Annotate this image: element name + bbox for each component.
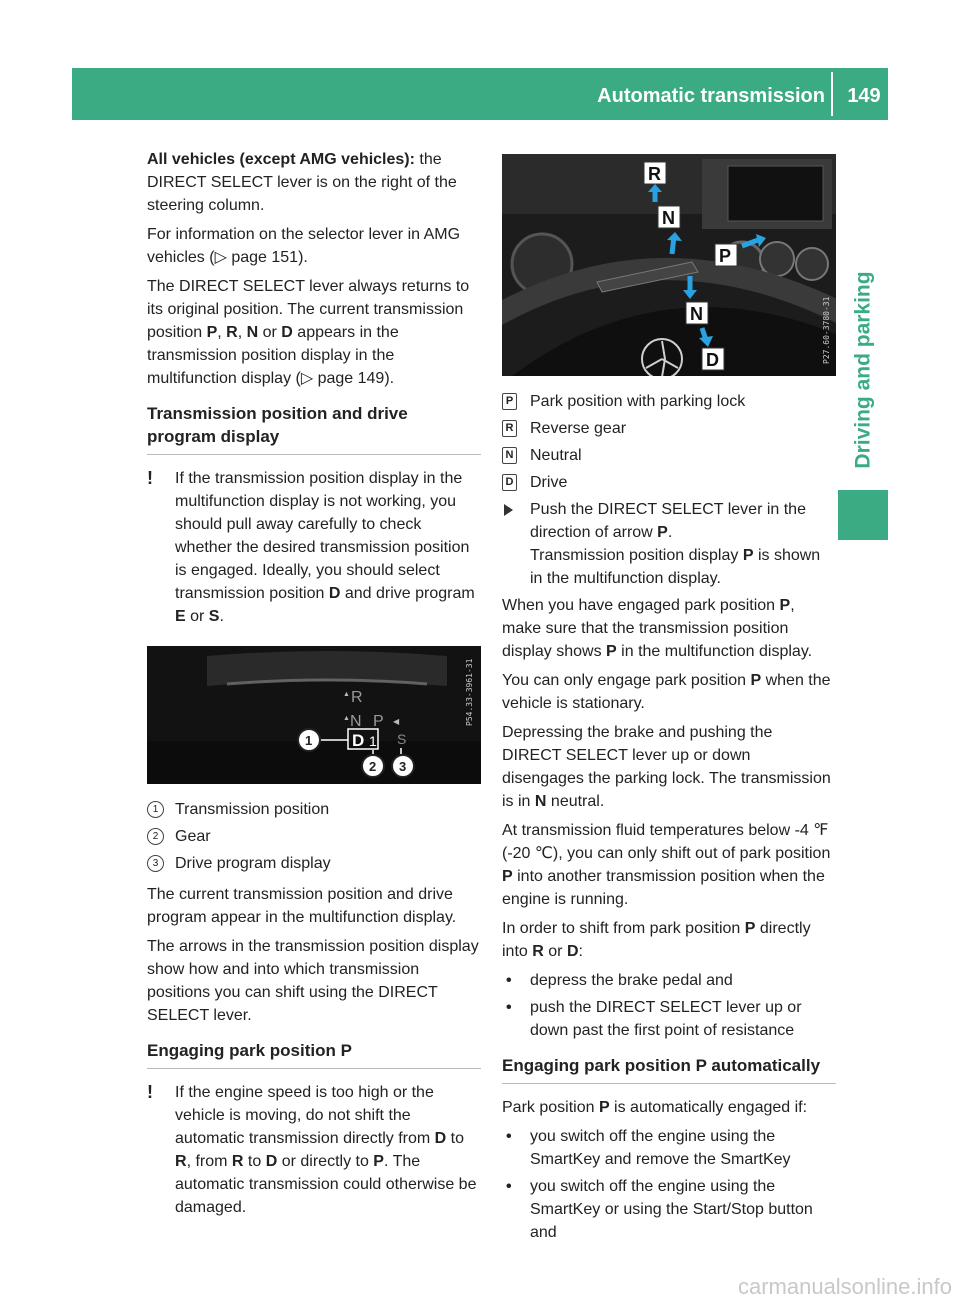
legend-item: 2 Gear <box>147 825 481 848</box>
watermark: carmanualsonline.info <box>737 1274 952 1299</box>
photo-label-p: P <box>719 246 732 266</box>
paragraph: At transmission fluid temperatures below -4 ℉ (-20 ℃), you can only shift out of park position P into another transmission position when the engine is running. <box>502 822 831 908</box>
display-letter-r: R <box>351 689 363 706</box>
legend-item: 1 Transmission position <box>147 798 481 821</box>
paragraph: Depressing the brake and pushing the DIRECT SELECT lever up or down disengages the parking lock. The transmission is in N neutral. <box>502 724 831 810</box>
figure-code: P54.33-3961-31 <box>465 658 474 726</box>
svg-text:▲: ▲ <box>343 691 350 698</box>
svg-text:◀: ◀ <box>393 717 400 726</box>
gear-legend-item: R Reverse gear <box>502 417 836 440</box>
photo-label-n: N <box>662 208 675 228</box>
right-column <box>502 148 836 1248</box>
paragraph: The DIRECT SELECT lever always returns to its original position. The current transmission position P, R, N or D appears in the transmission position display in the multifunction display (▷ page 149). <box>147 278 470 387</box>
photo-label-r: R <box>648 164 661 184</box>
bullet-icon: • <box>506 1178 512 1195</box>
warning-icon: ! <box>147 468 153 488</box>
gear-legend-item: N Neutral <box>502 444 836 467</box>
paragraph: When you have engaged park position P, make sure that the transmission position display shows P in the multifunction display. <box>502 597 813 660</box>
callout-3: 3 <box>399 759 407 774</box>
chapter-tab-marker <box>838 490 888 540</box>
display-gear: 1 <box>369 733 377 749</box>
paragraph: The arrows in the transmission position display show how and into which transmission positions you can shift using the DIRECT SELECT lever. <box>147 938 479 1024</box>
bullet-item: • push the DIRECT SELECT lever up or down past the first point of resistance <box>502 996 836 1042</box>
warning-icon: ! <box>147 1082 153 1102</box>
gear-symbol-icon: D <box>502 474 517 491</box>
gear-legend-item: P Park position with parking lock <box>502 390 836 413</box>
transmission-display-figure <box>147 646 481 784</box>
paragraph: Park position P is automatically engaged if: <box>502 1099 808 1116</box>
instruction-step: Push the DIRECT SELECT lever in the direction of arrow P. Transmission position display P is shown in the multifunction display. <box>502 498 836 590</box>
paragraph: In order to shift from park position P directly into R or D: <box>502 920 811 960</box>
chapter-tab-label: Driving and parking <box>851 271 875 469</box>
callout-number: 3 <box>147 855 164 872</box>
bullet-icon: • <box>506 1128 512 1145</box>
bullet-item: • depress the brake pedal and <box>502 969 836 992</box>
divider <box>147 454 481 455</box>
display-letter-n: N <box>350 713 362 730</box>
photo-label-n2: N <box>690 304 703 324</box>
display-letter-d: D <box>352 731 365 750</box>
page-number: 149 <box>847 85 881 107</box>
display-letter-s: S <box>397 731 407 747</box>
section-heading: Engaging park position P <box>147 1041 352 1060</box>
display-letter-p: P <box>373 713 384 730</box>
bullet-item: • you switch off the engine using the SmartKey and remove the SmartKey <box>502 1125 836 1171</box>
warning-note: ! If the engine speed is too high or the vehicle is moving, do not shift the automatic transmission directly from D to R, from R to D or directly to P. The automatic transmission could otherwise be damaged. <box>147 1082 477 1216</box>
gear-symbol-icon: R <box>502 420 517 437</box>
steering-illustration <box>502 154 836 376</box>
display-illustration <box>147 646 481 784</box>
gear-legend-item: D Drive <box>502 471 836 494</box>
direct-select-photo <box>502 154 836 376</box>
divider <box>502 1083 836 1084</box>
figure-code: P27.60-3780-31 <box>822 296 831 364</box>
paragraph: You can only engage park position P when the vehicle is stationary. <box>502 672 831 712</box>
divider <box>147 1068 481 1069</box>
section-heading: Engaging park position P automatically <box>502 1056 821 1075</box>
photo-label-d: D <box>706 350 719 370</box>
bullet-item: • you switch off the engine using the SmartKey or using the Start/Stop button and <box>502 1175 836 1244</box>
callout-2: 2 <box>369 759 377 774</box>
paragraph: The current transmission position and drive program appear in the multifunction display. <box>147 886 457 926</box>
callout-1: 1 <box>305 733 313 748</box>
section-heading: Transmission position and drive program display <box>147 404 408 446</box>
legend-item: 3 Drive program display <box>147 852 481 875</box>
callout-number: 2 <box>147 828 164 845</box>
warning-note: ! If the transmission position display in the multifunction display is not working, you should pull away carefully to check whether the desired transmission position is engaged. Ideally, you should select transmission position D and drive program E or S. <box>147 468 475 625</box>
section-title: Automatic transmission <box>597 85 825 107</box>
gear-symbol-icon: N <box>502 447 517 464</box>
left-column <box>147 148 481 1227</box>
callout-number: 1 <box>147 801 164 818</box>
paragraph: For information on the selector lever in AMG vehicles (▷ page 151). <box>147 226 461 266</box>
step-arrow-icon <box>504 504 513 516</box>
gear-symbol-icon: P <box>502 393 517 410</box>
bullet-icon: • <box>506 999 512 1016</box>
bullet-icon: • <box>506 972 512 989</box>
header-divider <box>831 72 833 116</box>
svg-text:▲: ▲ <box>343 715 350 722</box>
paragraph: All vehicles (except AMG vehicles): the DIRECT SELECT lever is on the right of the steering column. <box>147 151 457 214</box>
